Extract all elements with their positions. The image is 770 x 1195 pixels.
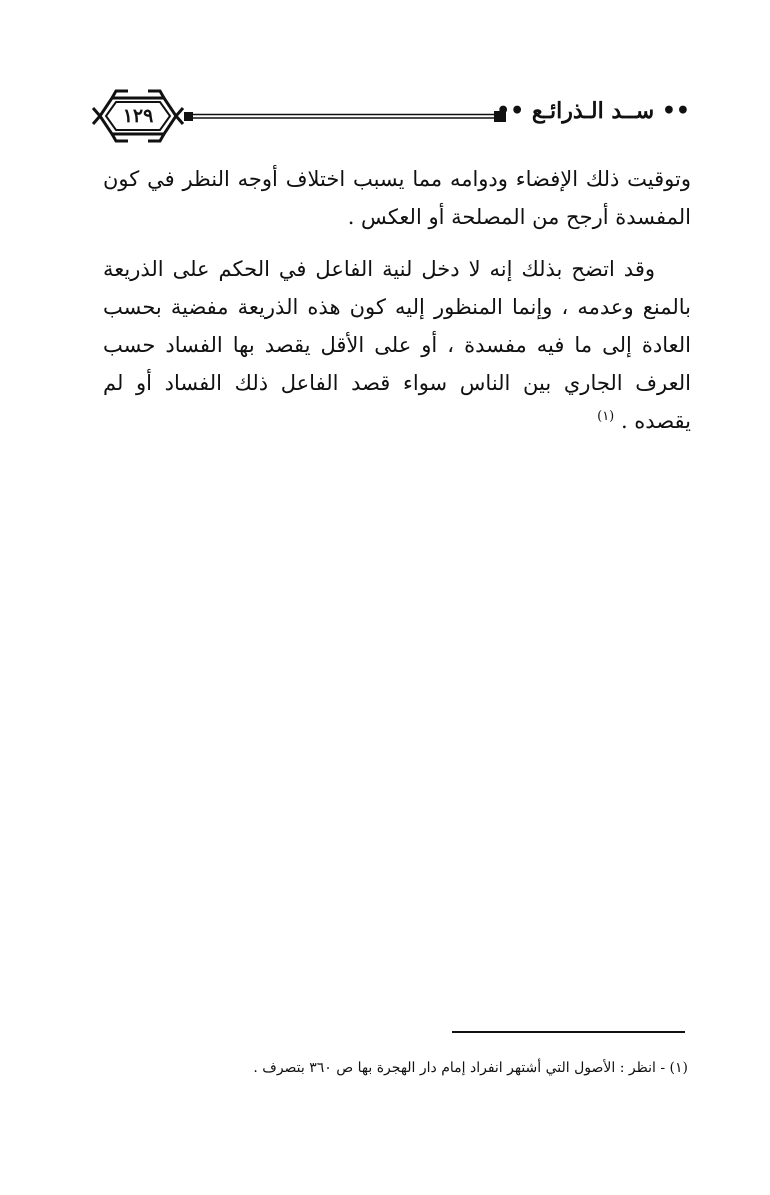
page-header: [90, 88, 690, 144]
page-number-badge: [90, 88, 186, 144]
running-title: •• ســد الـذرائـع ••: [496, 98, 690, 124]
paragraph-2: [103, 250, 691, 440]
footnote-reference[interactable]: (١): [597, 409, 615, 424]
body-text: [103, 160, 691, 454]
footnote: (١) - انظر : الأصول التي أشتهر انفراد إمام دار الهجرة بها ص ٣٦٠ بتصرف .: [253, 1060, 688, 1076]
footnote-divider: [452, 1031, 685, 1033]
page-number: ١٢٩: [122, 105, 154, 127]
paragraph-2-text: وقد اتضح بذلك إنه لا دخل لنية الفاعل في الحكم على الذريعة بالمنع وعدمه ، وإنما المنظور إليه كون هذه الذريعة مفضية بحسب العادة إلى ما فيه مفسدة ، أو على الأقل يقصد بها الفساد حسب العرف الجاري بين الناس سواء قصد الفاعل ذلك الفساد أو لم يقصده .: [103, 257, 691, 433]
paragraph-1: وتوقيت ذلك الإفضاء ودوامه مما يسبب اختلاف أوجه النظر في كون المفسدة أرجح من المصلحة أو العكس .: [103, 167, 691, 229]
